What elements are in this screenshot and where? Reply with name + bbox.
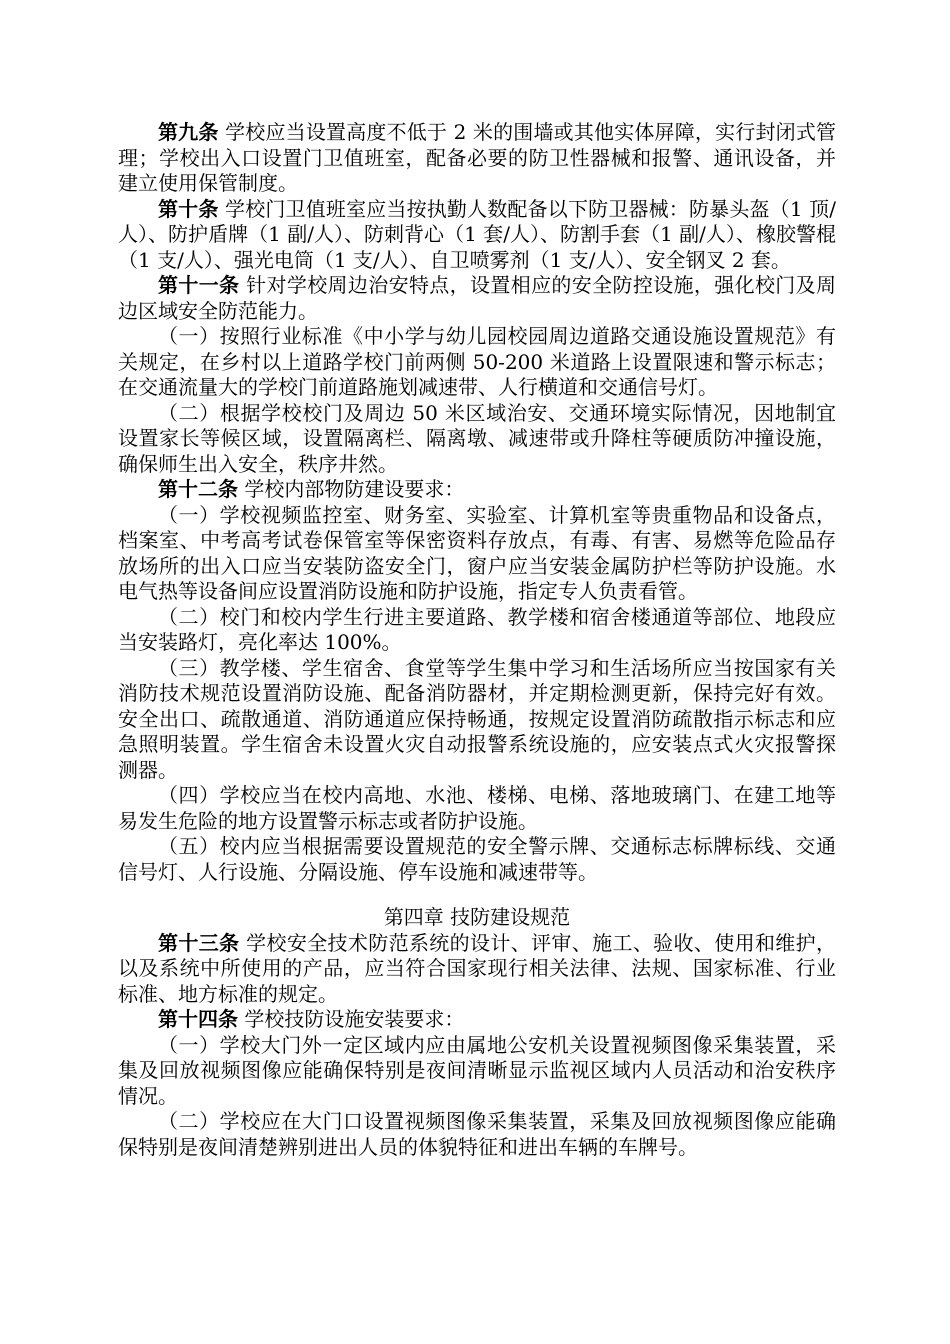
clause-paragraph [118, 1109, 836, 1160]
paragraph-text: （五）校内应当根据需要设置规范的安全警示牌、交通标志标牌标线、交通信号灯、人行设施、分隔设施、停车设施和减速带等。 [118, 834, 836, 884]
paragraph-text: 学校安全技术防范系统的设计、评审、施工、验收、使用和维护，以及系统中所使用的产品，应当符合国家现行相关法律、法规、国家标准、行业标准、地方标准的规定。 [118, 930, 837, 1006]
article-paragraph [118, 197, 836, 274]
article-number: 第十四条 [158, 1007, 238, 1031]
clause-paragraph [118, 324, 836, 401]
article-paragraph [118, 1007, 836, 1033]
article-paragraph [118, 120, 836, 197]
paragraph-text: （二）学校应在大门口设置视频图像采集装置，采集及回放视频图像应能确保特别是夜间清楚辨别进出人员的体貌特征和进出车辆的车牌号。 [118, 1109, 836, 1159]
clause-paragraph [118, 605, 836, 656]
clause-paragraph [118, 834, 836, 885]
article-number: 第十一条 [158, 273, 240, 297]
article-paragraph [118, 273, 836, 324]
chapter-heading: 第四章 技防建设规范 [383, 905, 571, 929]
paragraph-text: （一）学校大门外一定区域内应由属地公安机关设置视频图像采集装置，采集及回放视频图像应能确保特别是夜间清晰显示监视区域内人员活动和治安秩序情况。 [118, 1032, 836, 1108]
clause-paragraph [118, 401, 836, 478]
document-body [118, 120, 836, 1160]
clause-paragraph [118, 503, 836, 605]
article-paragraph [118, 477, 836, 503]
paragraph-text: （一）学校视频监控室、财务室、实验室、计算机室等贵重物品和设备点，档案室、中考高考试卷保管室等保密资料存放点，有毒、有害、易燃等危险品存放场所的出入口应当安装防盗安全门，窗户应当安装金属防护栏等防护设施。水电气热等设备间应设置消防设施和防护设施，指定专人负责看管。 [118, 502, 836, 603]
paragraph-text: 学校内部物防建设要求： [238, 477, 465, 501]
article-number: 第十二条 [158, 477, 238, 501]
paragraph-text: （一）按照行业标准《中小学与幼儿园校园周边道路交通设施设置规范》有关规定，在乡村以上道路学校门前两侧 50-200 米道路上设置限速和警示标志；在交通流量大的学校门前道路施划减速带、人行横道和交通信号灯。 [118, 324, 836, 399]
paragraph-text: 学校应当设置高度不低于 2 米的围墙或其他实体屏障，实行封闭式管理；学校出入口设置门卫值班室，配备必要的防卫性器械和报警、通讯设备，并建立使用保管制度。 [118, 120, 837, 195]
article-number: 第十条 [158, 196, 219, 221]
paragraph-text: 针对学校周边治安特点，设置相应的安全防控设施，强化校门及周边区域安全防范能力。 [118, 273, 837, 323]
paragraph-text: 学校门卫值班室应当按执勤人数配备以下防卫器械：防暴头盔（1 顶/人）、防护盾牌（1 副/人）、防刺背心（1 套/人）、防割手套（1 副/人）、橡胶警棍（1 支/人）、强光电筒（1 支/人）、自卫喷雾剂（1 支/人）、安全钢叉 2 套。 [118, 196, 836, 272]
paragraph-text: （三）教学楼、学生宿舍、食堂等学生集中学习和生活场所应当按国家有关消防技术规范设置消防设施、配备消防器材，并定期检测更新，保持完好有效。安全出口、疏散通道、消防通道应保持畅通，按规定设置消防疏散指示标志和应急照明装置。学生宿舍未设置火灾自动报警系统设施的，应安装点式火灾报警探测器。 [118, 655, 836, 782]
clause-paragraph [118, 656, 836, 784]
paragraph-text: 学校技防设施安装要求： [238, 1007, 465, 1031]
article-number: 第十三条 [158, 930, 240, 955]
paragraph-text: （四）学校应当在校内高地、水池、楼梯、电梯、落地玻璃门、在建工地等易发生危险的地方设置警示标志或者防护设施。 [118, 783, 836, 833]
paragraph-text: （二）校门和校内学生行进主要道路、教学楼和宿舍楼通道等部位、地段应当安装路灯，亮化率达 100%。 [118, 604, 836, 654]
paragraph-text: （二）根据学校校门及周边 50 米区域治安、交通环境实际情况，因地制宜设置家长等候区域，设置隔离栏、隔离墩、减速带或升降柱等硬质防冲撞设施，确保师生出入安全，秩序井然。 [118, 400, 836, 476]
clause-paragraph [118, 1033, 836, 1110]
clause-paragraph [118, 783, 836, 834]
article-number: 第九条 [158, 120, 219, 144]
article-paragraph [118, 931, 836, 1008]
